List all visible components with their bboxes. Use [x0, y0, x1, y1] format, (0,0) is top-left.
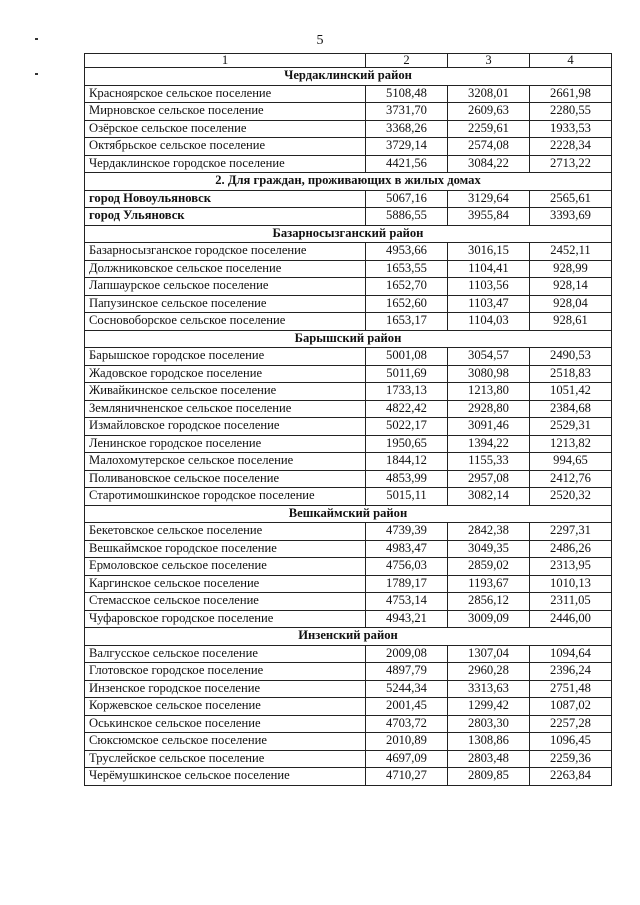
- value-cell-col3: 1193,67: [448, 575, 530, 593]
- table-row: [85, 155, 612, 173]
- value-cell-col3: 2859,02: [448, 558, 530, 576]
- settlement-name: Стемасское сельское поселение: [85, 593, 366, 611]
- value-cell-col4: 2452,11: [530, 243, 612, 261]
- value-cell-col2: 2001,45: [366, 698, 448, 716]
- value-cell-col4: 2313,95: [530, 558, 612, 576]
- value-cell-col4: 1933,53: [530, 120, 612, 138]
- table-row: [85, 103, 612, 121]
- value-cell-col4: 2486,26: [530, 540, 612, 558]
- value-cell-col3: 2856,12: [448, 593, 530, 611]
- value-cell-col3: 3054,57: [448, 348, 530, 366]
- settlement-name: Ермоловское сельское поселение: [85, 558, 366, 576]
- settlement-name: Папузинское сельское поселение: [85, 295, 366, 313]
- table-row: [85, 295, 612, 313]
- value-cell-col2: 1653,17: [366, 313, 448, 331]
- section-title: Базарносызганский район: [85, 225, 612, 243]
- column-number: 3: [448, 54, 530, 68]
- table-row: [85, 120, 612, 138]
- value-cell-col3: 3091,46: [448, 418, 530, 436]
- value-cell-col2: 5244,34: [366, 680, 448, 698]
- value-cell-col2: 1653,55: [366, 260, 448, 278]
- settlement-name: Бекетовское сельское поселение: [85, 523, 366, 541]
- value-cell-col4: 2446,00: [530, 610, 612, 628]
- value-cell-col3: 2803,30: [448, 715, 530, 733]
- table-row: [85, 663, 612, 681]
- table-row: [85, 418, 612, 436]
- value-cell-col3: 3016,15: [448, 243, 530, 261]
- settlement-name: Поливановское сельское поселение: [85, 470, 366, 488]
- value-cell-col4: 2257,28: [530, 715, 612, 733]
- value-cell-col3: 3084,22: [448, 155, 530, 173]
- value-cell-col2: 4756,03: [366, 558, 448, 576]
- table-row: [85, 768, 612, 786]
- value-cell-col2: 1844,12: [366, 453, 448, 471]
- value-cell-col4: 1213,82: [530, 435, 612, 453]
- margin-mark: [35, 73, 38, 75]
- value-cell-col3: 1104,03: [448, 313, 530, 331]
- value-cell-col3: 1104,41: [448, 260, 530, 278]
- value-cell-col3: 2259,61: [448, 120, 530, 138]
- column-number-row: [85, 54, 612, 68]
- value-cell-col3: 1299,42: [448, 698, 530, 716]
- value-cell-col3: 1103,47: [448, 295, 530, 313]
- table-row: [85, 540, 612, 558]
- value-cell-col2: 4897,79: [366, 663, 448, 681]
- settlement-name: Оськинское сельское поселение: [85, 715, 366, 733]
- table-row: [85, 260, 612, 278]
- value-cell-col2: 4953,66: [366, 243, 448, 261]
- table-row: [85, 365, 612, 383]
- column-number: 2: [366, 54, 448, 68]
- settlement-name: Мирновское сельское поселение: [85, 103, 366, 121]
- column-number: 1: [85, 54, 366, 68]
- value-cell-col4: 2529,31: [530, 418, 612, 436]
- value-cell-col4: 2311,05: [530, 593, 612, 611]
- value-cell-col4: 2565,61: [530, 190, 612, 208]
- value-cell-col3: 3049,35: [448, 540, 530, 558]
- table-row: [85, 208, 612, 226]
- section-title: 2. Для граждан, проживающих в жилых домах: [85, 173, 612, 191]
- settlement-name: Должниковское сельское поселение: [85, 260, 366, 278]
- value-cell-col2: 4421,56: [366, 155, 448, 173]
- value-cell-col4: 994,65: [530, 453, 612, 471]
- value-cell-col4: 928,99: [530, 260, 612, 278]
- value-cell-col4: 928,14: [530, 278, 612, 296]
- section-title: Чердаклинский район: [85, 68, 612, 86]
- value-cell-col2: 4753,14: [366, 593, 448, 611]
- value-cell-col4: 1051,42: [530, 383, 612, 401]
- value-cell-col2: 5015,11: [366, 488, 448, 506]
- settlement-name: Живайкинское сельское поселение: [85, 383, 366, 401]
- settlement-name: Сосновоборское сельское поселение: [85, 313, 366, 331]
- value-cell-col2: 1652,70: [366, 278, 448, 296]
- value-cell-col4: 2412,76: [530, 470, 612, 488]
- value-cell-col4: 2751,48: [530, 680, 612, 698]
- section-title: Вешкаймский район: [85, 505, 612, 523]
- table-row: [85, 313, 612, 331]
- table-row: [85, 610, 612, 628]
- settlement-name: Глотовское городское поселение: [85, 663, 366, 681]
- value-cell-col3: 2960,28: [448, 663, 530, 681]
- value-cell-col3: 2928,80: [448, 400, 530, 418]
- table-row: [85, 85, 612, 103]
- value-cell-col2: 1950,65: [366, 435, 448, 453]
- settlement-name: Вешкаймское городское поселение: [85, 540, 366, 558]
- settlement-name: Озёрское сельское поселение: [85, 120, 366, 138]
- value-cell-col3: 3082,14: [448, 488, 530, 506]
- section-header-row: [85, 330, 612, 348]
- value-cell-col3: 3208,01: [448, 85, 530, 103]
- table-row: [85, 278, 612, 296]
- value-cell-col2: 3729,14: [366, 138, 448, 156]
- margin-mark: [35, 38, 38, 40]
- section-header-row: [85, 505, 612, 523]
- value-cell-col2: 3368,26: [366, 120, 448, 138]
- value-cell-col3: 3009,09: [448, 610, 530, 628]
- value-cell-col2: 4710,27: [366, 768, 448, 786]
- value-cell-col2: 4983,47: [366, 540, 448, 558]
- value-cell-col3: 2574,08: [448, 138, 530, 156]
- value-cell-col4: 2490,53: [530, 348, 612, 366]
- value-cell-col2: 5067,16: [366, 190, 448, 208]
- settlement-name: Черёмушкинское сельское поселение: [85, 768, 366, 786]
- value-cell-col2: 1733,13: [366, 383, 448, 401]
- value-cell-col2: 3731,70: [366, 103, 448, 121]
- value-cell-col4: 2661,98: [530, 85, 612, 103]
- section-header-row: [85, 628, 612, 646]
- value-cell-col3: 2803,48: [448, 750, 530, 768]
- table-row: [85, 698, 612, 716]
- table-row: [85, 575, 612, 593]
- settlement-name: город Новоульяновск: [85, 190, 366, 208]
- settlement-name: Жадовское городское поселение: [85, 365, 366, 383]
- value-cell-col2: 2010,89: [366, 733, 448, 751]
- table-row: [85, 453, 612, 471]
- value-cell-col2: 5108,48: [366, 85, 448, 103]
- value-cell-col2: 4739,39: [366, 523, 448, 541]
- section-title: Инзенский район: [85, 628, 612, 646]
- table-row: [85, 243, 612, 261]
- table-row: [85, 435, 612, 453]
- settlement-name: город Ульяновск: [85, 208, 366, 226]
- value-cell-col3: 1307,04: [448, 645, 530, 663]
- value-cell-col4: 2518,83: [530, 365, 612, 383]
- value-cell-col3: 3955,84: [448, 208, 530, 226]
- value-cell-col4: 2297,31: [530, 523, 612, 541]
- table-row: [85, 190, 612, 208]
- value-cell-col4: 928,04: [530, 295, 612, 313]
- settlement-name: Барышское городское поселение: [85, 348, 366, 366]
- value-cell-col4: 1010,13: [530, 575, 612, 593]
- settlement-name: Чуфаровское городское поселение: [85, 610, 366, 628]
- settlement-name: Старотимошкинское городское поселение: [85, 488, 366, 506]
- settlement-name: Октябрьское сельское поселение: [85, 138, 366, 156]
- value-cell-col2: 5001,08: [366, 348, 448, 366]
- value-cell-col2: 1789,17: [366, 575, 448, 593]
- settlement-name: Коржевское сельское поселение: [85, 698, 366, 716]
- table-row: [85, 645, 612, 663]
- value-cell-col3: 2809,85: [448, 768, 530, 786]
- value-cell-col2: 4943,21: [366, 610, 448, 628]
- section-title: Барышский район: [85, 330, 612, 348]
- table-row: [85, 733, 612, 751]
- table-row: [85, 680, 612, 698]
- settlement-name: Валгусское сельское поселение: [85, 645, 366, 663]
- value-cell-col4: 1096,45: [530, 733, 612, 751]
- settlement-name: Красноярское сельское поселение: [85, 85, 366, 103]
- table-row: [85, 470, 612, 488]
- value-cell-col3: 2957,08: [448, 470, 530, 488]
- table-row: [85, 715, 612, 733]
- value-cell-col2: 4703,72: [366, 715, 448, 733]
- settlement-name: Труслейское сельское поселение: [85, 750, 366, 768]
- value-cell-col4: 2263,84: [530, 768, 612, 786]
- table-row: [85, 750, 612, 768]
- value-cell-col4: 2228,34: [530, 138, 612, 156]
- value-cell-col2: 1652,60: [366, 295, 448, 313]
- value-cell-col4: 3393,69: [530, 208, 612, 226]
- value-cell-col4: 1087,02: [530, 698, 612, 716]
- settlement-name: Измайловское городское поселение: [85, 418, 366, 436]
- value-cell-col3: 1103,56: [448, 278, 530, 296]
- table-row: [85, 558, 612, 576]
- settlement-name: Земляничненское сельское поселение: [85, 400, 366, 418]
- tariff-table: [84, 53, 612, 786]
- settlement-name: Каргинское сельское поселение: [85, 575, 366, 593]
- value-cell-col2: 4853,99: [366, 470, 448, 488]
- column-number: 4: [530, 54, 612, 68]
- value-cell-col4: 2520,32: [530, 488, 612, 506]
- value-cell-col3: 1155,33: [448, 453, 530, 471]
- table-row: [85, 593, 612, 611]
- table-row: [85, 488, 612, 506]
- section-header-row: [85, 225, 612, 243]
- settlement-name: Ленинское городское поселение: [85, 435, 366, 453]
- value-cell-col2: 2009,08: [366, 645, 448, 663]
- settlement-name: Малохомутерское сельское поселение: [85, 453, 366, 471]
- settlement-name: Лапшаурское сельское поселение: [85, 278, 366, 296]
- value-cell-col4: 2384,68: [530, 400, 612, 418]
- value-cell-col2: 5886,55: [366, 208, 448, 226]
- section-header-row: [85, 173, 612, 191]
- table-body: [85, 54, 612, 786]
- value-cell-col3: 1213,80: [448, 383, 530, 401]
- table-row: [85, 523, 612, 541]
- table-row: [85, 383, 612, 401]
- value-cell-col3: 1394,22: [448, 435, 530, 453]
- value-cell-col2: 4697,09: [366, 750, 448, 768]
- value-cell-col4: 2280,55: [530, 103, 612, 121]
- value-cell-col2: 5011,69: [366, 365, 448, 383]
- value-cell-col3: 3129,64: [448, 190, 530, 208]
- section-header-row: [85, 68, 612, 86]
- value-cell-col4: 2713,22: [530, 155, 612, 173]
- page-number: 5: [316, 33, 324, 48]
- settlement-name: Чердаклинское городское поселение: [85, 155, 366, 173]
- value-cell-col3: 3080,98: [448, 365, 530, 383]
- value-cell-col2: 4822,42: [366, 400, 448, 418]
- value-cell-col4: 928,61: [530, 313, 612, 331]
- table-row: [85, 348, 612, 366]
- value-cell-col4: 2396,24: [530, 663, 612, 681]
- value-cell-col2: 5022,17: [366, 418, 448, 436]
- value-cell-col4: 1094,64: [530, 645, 612, 663]
- value-cell-col3: 2842,38: [448, 523, 530, 541]
- value-cell-col3: 2609,63: [448, 103, 530, 121]
- value-cell-col3: 3313,63: [448, 680, 530, 698]
- value-cell-col4: 2259,36: [530, 750, 612, 768]
- table-row: [85, 138, 612, 156]
- settlement-name: Базарносызганское городское поселение: [85, 243, 366, 261]
- settlement-name: Сюксюмское сельское поселение: [85, 733, 366, 751]
- table-row: [85, 400, 612, 418]
- settlement-name: Инзенское городское поселение: [85, 680, 366, 698]
- value-cell-col3: 1308,86: [448, 733, 530, 751]
